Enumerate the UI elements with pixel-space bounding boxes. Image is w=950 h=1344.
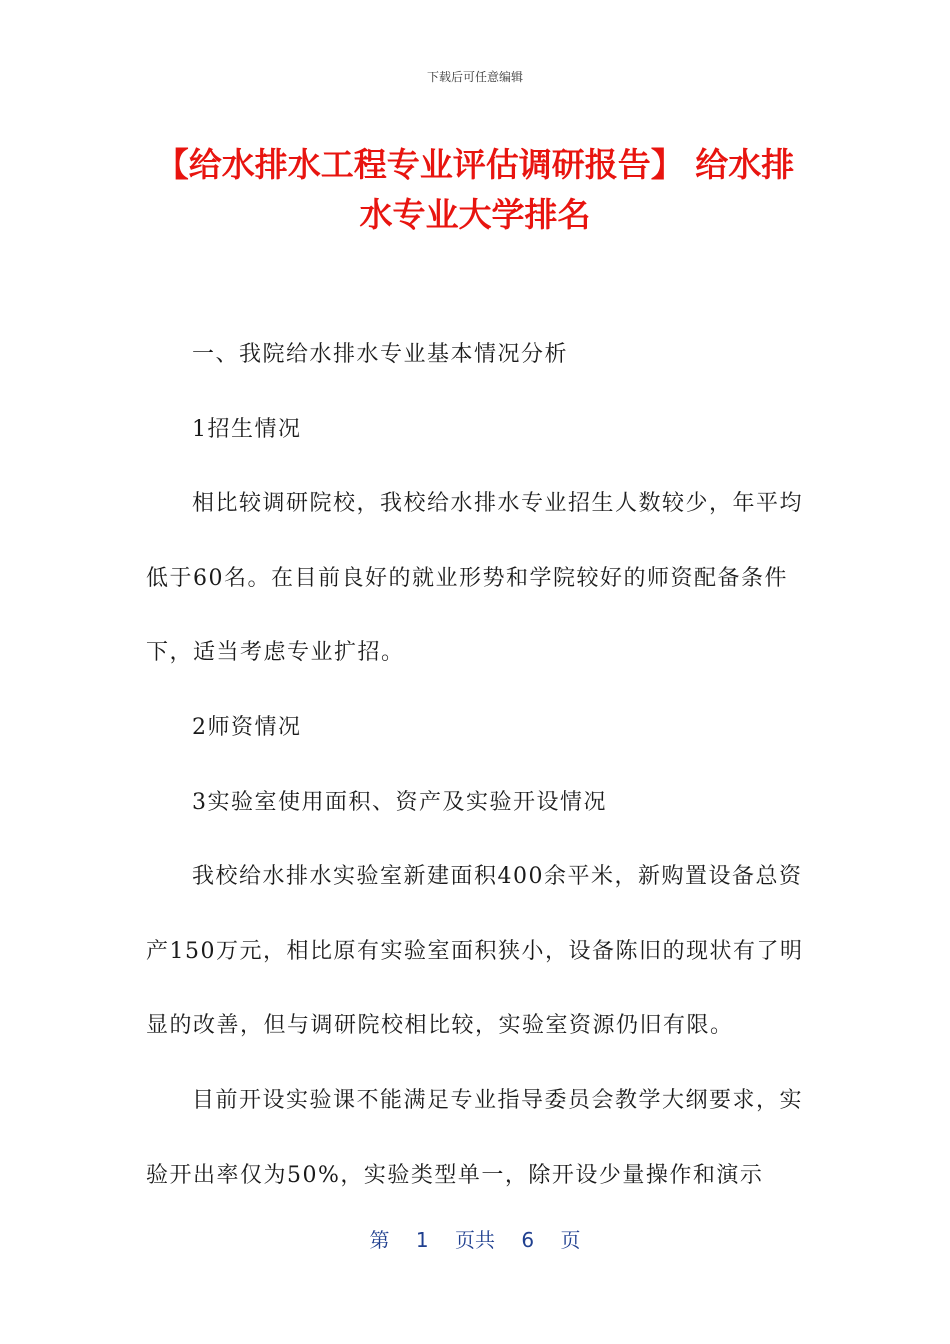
subsection-heading: 1招生情况	[192, 416, 302, 442]
section-heading: 一、我院给水排水专业基本情况分析	[192, 342, 569, 367]
footer-page-number: 1	[415, 1228, 429, 1252]
footer-label-mid: 页共	[455, 1228, 495, 1252]
document-body	[146, 318, 806, 1213]
subsection-heading: 3实验室使用面积、资产及实验开设情况	[192, 789, 607, 815]
page-footer	[0, 1224, 950, 1253]
document-title: 【给水排水工程专业评估调研报告】 给水排水专业大学排名	[155, 145, 795, 234]
subsection-heading: 2师资情况	[192, 714, 302, 740]
body-paragraph: 我校给水排水实验室新建面积400余平米，新购置设备总资产150万元，相比原有实验室面积狭小，设备陈旧的现状有了明显的改善，但与调研院校相比较，实验室资源仍旧有限。	[146, 864, 804, 1039]
footer-label-suffix: 页	[560, 1228, 581, 1252]
footer-page-total: 6	[521, 1228, 535, 1252]
header-note: 下载后可任意编辑	[426, 70, 523, 84]
footer-label-prefix: 第	[369, 1228, 390, 1252]
body-paragraph: 相比较调研院校，我校给水排水专业招生人数较少，年平均低于60名。在目前良好的就业形势和学院较好的师资配备条件下，适当考虑专业扩招。	[146, 491, 804, 666]
body-paragraph: 目前开设实验课不能满足专业指导委员会教学大纲要求，实验开出率仅为50%，实验类型单一，除开设少量操作和演示	[146, 1087, 804, 1188]
